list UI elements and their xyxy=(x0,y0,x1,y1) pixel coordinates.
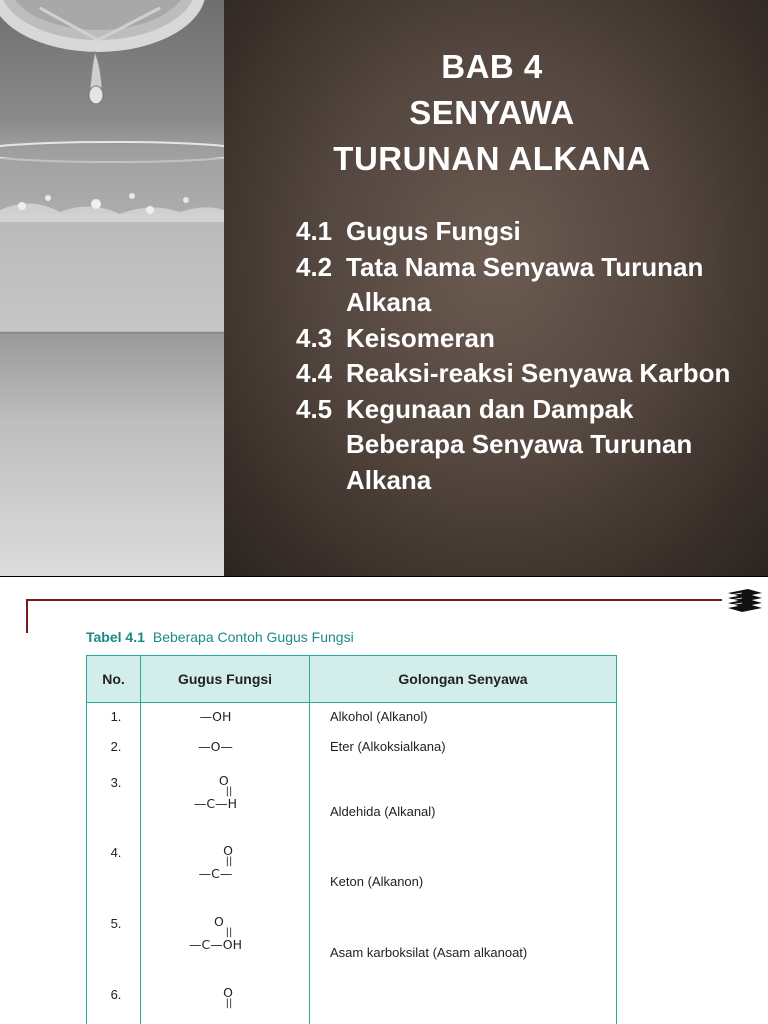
toc-item xyxy=(296,356,756,392)
row-number: 6. xyxy=(87,986,141,1024)
formula-cell xyxy=(141,986,310,1024)
title-line: BAB 4 xyxy=(441,48,543,85)
table-caption-label: Tabel 4.1 xyxy=(86,629,145,645)
title-panel xyxy=(224,0,768,576)
formula-base: —O— xyxy=(198,738,233,754)
table-slide xyxy=(0,577,768,1024)
slide-title xyxy=(224,44,760,182)
formula-oxygen: O xyxy=(218,772,229,788)
table-header-row xyxy=(87,656,617,703)
lemon-drop-image xyxy=(0,0,224,576)
table-row xyxy=(87,774,617,844)
toc-item xyxy=(296,392,756,499)
formula-oxygen: O xyxy=(223,842,233,858)
row-number: 4. xyxy=(87,844,141,915)
formula-double-bond: || xyxy=(225,997,233,1009)
table-of-contents xyxy=(296,214,756,498)
header-rule xyxy=(26,599,722,601)
table-row xyxy=(87,844,617,915)
compound-class: Eter (Alkoksialkana) xyxy=(310,738,617,774)
formula-cell xyxy=(141,915,310,986)
formula-oxygen: O xyxy=(214,913,224,929)
title-line: SENYAWA xyxy=(409,94,575,131)
row-number: 3. xyxy=(87,774,141,844)
header-gugus-fungsi: Gugus Fungsi xyxy=(141,656,310,703)
compound-class: Alkohol (Alkanol) xyxy=(310,703,617,738)
header-golongan-senyawa: Golongan Senyawa xyxy=(310,656,617,703)
toc-text: Tata Nama Senyawa Turunan Alkana xyxy=(346,251,704,317)
toc-number: 4.3 xyxy=(296,322,333,353)
formula-oxygen: O xyxy=(223,984,233,1000)
formula-base: —C—OH xyxy=(189,936,242,952)
row-number: 1. xyxy=(87,703,141,738)
table-row xyxy=(87,738,617,774)
toc-number: 4.1 xyxy=(296,216,333,246)
table-row xyxy=(87,703,617,738)
table-row xyxy=(87,915,617,986)
formula xyxy=(198,984,233,1009)
formula xyxy=(198,842,233,881)
table-row xyxy=(87,986,617,1024)
formula xyxy=(193,772,238,811)
header-rule-corner xyxy=(26,599,28,633)
formula-cell xyxy=(141,774,310,844)
formula-base: —C— xyxy=(198,865,233,881)
toc-item xyxy=(296,250,756,321)
formula-double-bond: || xyxy=(225,855,233,867)
formula xyxy=(189,913,242,952)
formula-base: —OH xyxy=(199,709,232,724)
formula-cell xyxy=(141,738,310,774)
table-caption xyxy=(86,629,354,645)
title-line: TURUNAN ALKANA xyxy=(333,140,651,177)
compound-class: Aldehida (Alkanal) xyxy=(310,774,617,844)
compound-class: Keton (Alkanon) xyxy=(310,844,617,915)
lemon-water-photo xyxy=(0,0,224,576)
header-no: No. xyxy=(87,656,141,703)
compound-class xyxy=(310,986,617,1024)
compound-class: Asam karboksilat (Asam alkanoat) xyxy=(310,915,617,986)
row-number: 5. xyxy=(87,915,141,986)
toc-number: 4.2 xyxy=(296,251,333,282)
formula-double-bond: || xyxy=(225,926,233,938)
toc-number: 4.5 xyxy=(296,393,333,424)
formula xyxy=(200,710,232,724)
formula-cell xyxy=(141,703,310,738)
toc-text: Kegunaan dan Dampak Beberapa Senyawa Turunan Alkana xyxy=(346,393,693,495)
toc-text: Reaksi-reaksi Senyawa Karbon xyxy=(346,358,731,388)
functional-group-table xyxy=(86,655,617,1024)
row-number: 2. xyxy=(87,738,141,774)
book-stack-icon xyxy=(726,587,764,613)
formula xyxy=(198,740,233,754)
formula-base: —C—H xyxy=(193,795,238,811)
toc-text: Gugus Fungsi xyxy=(346,216,521,246)
toc-text: Keisomeran xyxy=(346,322,495,353)
toc-item xyxy=(296,214,756,250)
toc-number: 4.4 xyxy=(296,358,333,388)
formula-double-bond: || xyxy=(225,785,233,797)
table-caption-text: Beberapa Contoh Gugus Fungsi xyxy=(152,629,354,645)
formula-cell xyxy=(141,844,310,915)
toc-item xyxy=(296,321,756,357)
